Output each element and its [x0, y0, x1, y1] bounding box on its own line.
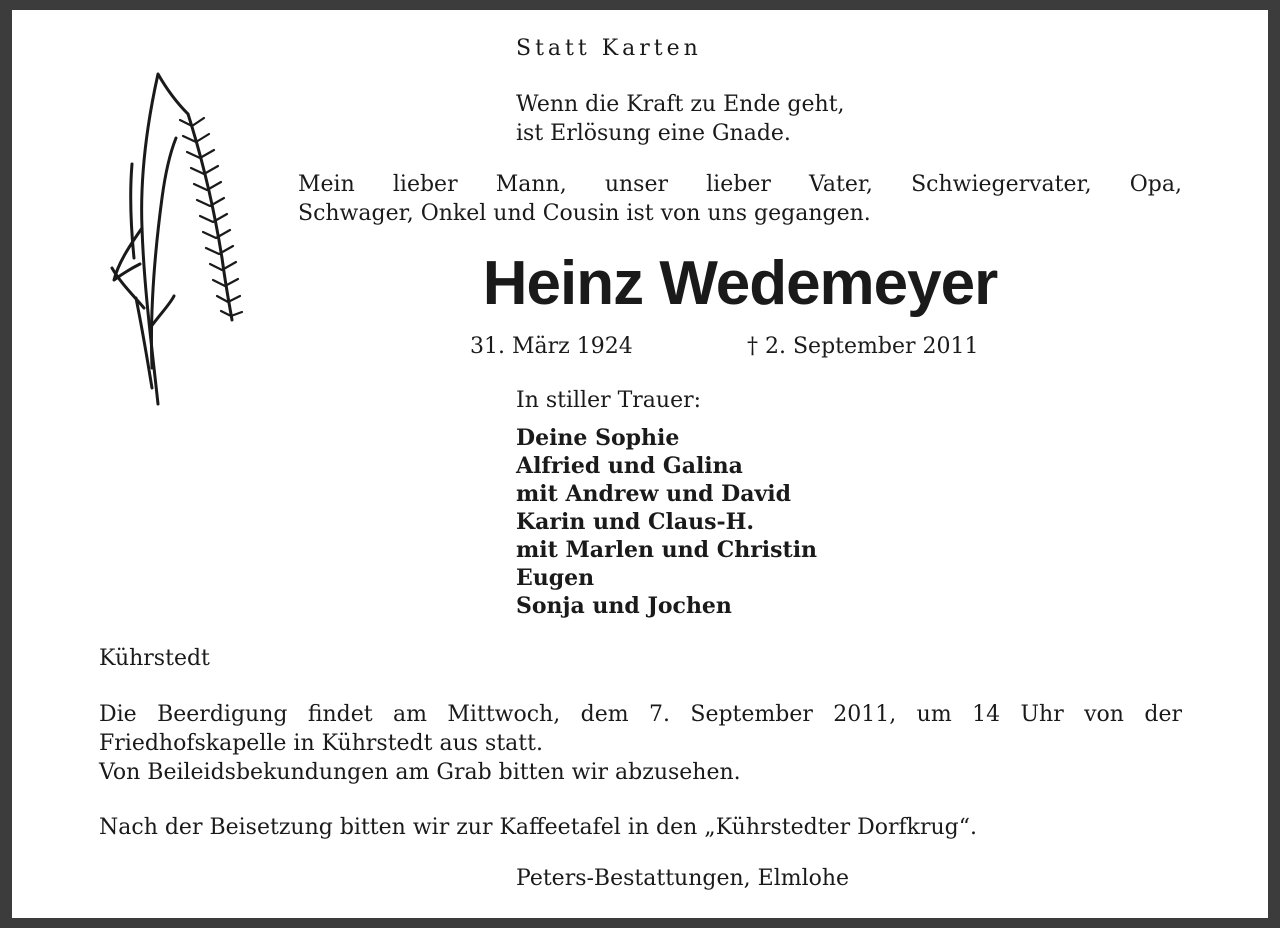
funeral-info — [99, 700, 1182, 758]
obituary-notice — [12, 10, 1268, 918]
mourner-item: Sonja und Jochen — [516, 593, 732, 619]
mourner-item: mit Andrew und David — [516, 481, 791, 507]
mourner-item: Deine Sophie — [516, 425, 680, 451]
funeral-line: Die Beerdigung findet am Mittwoch, dem 7. September 2011, um 14 Uhr von der — [99, 702, 1182, 727]
place-name: Kührstedt — [99, 646, 210, 671]
quote — [516, 90, 845, 148]
intro-text — [298, 170, 1182, 228]
intro-line: Mein lieber Mann, unser lieber Vater, Schwiegervater, Opa, — [298, 172, 1182, 197]
deceased-name: Heinz Wedemeyer — [482, 249, 998, 318]
birth-date: 31. März 1924 — [470, 334, 633, 359]
intro-line: Schwager, Onkel und Cousin ist von uns gegangen. — [298, 201, 871, 226]
quote-line: ist Erlösung eine Gnade. — [516, 121, 791, 146]
mourners-list — [516, 424, 817, 620]
mourner-item: Karin und Claus-H. — [516, 509, 755, 535]
quote-line: Wenn die Kraft zu Ende geht, — [516, 92, 845, 117]
condolence-note: Von Beileidsbekundungen am Grab bitten wir abzusehen. — [99, 760, 741, 785]
header-statt-karten: Statt Karten — [516, 36, 702, 61]
mourner-item: Eugen — [516, 565, 595, 591]
mourning-label: In stiller Trauer: — [516, 388, 702, 413]
death-date: † 2. September 2011 — [747, 334, 979, 359]
undertaker-name: Peters-Bestattungen, Elmlohe — [516, 866, 850, 891]
wheat-ear-icon — [92, 68, 272, 418]
mourner-item: mit Marlen und Christin — [516, 537, 818, 563]
mourner-item: Alfried und Galina — [516, 453, 743, 479]
reception-note: Nach der Beisetzung bitten wir zur Kaffeetafel in den „Kührstedter Dorfkrug“. — [99, 815, 977, 840]
funeral-line: Friedhofskapelle in Kührstedt aus statt. — [99, 731, 543, 756]
